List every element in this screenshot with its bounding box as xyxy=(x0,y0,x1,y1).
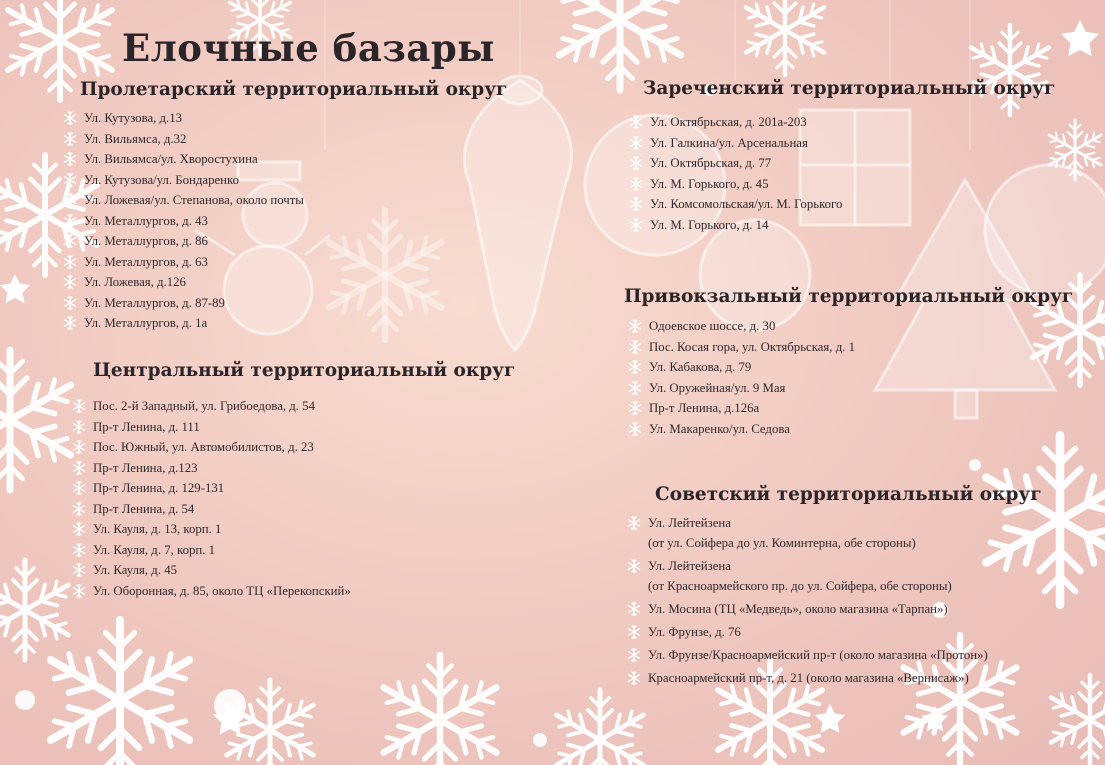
snowflake-icon xyxy=(627,380,643,396)
section-title: Советский территориальный округ xyxy=(655,484,1042,505)
address-item xyxy=(650,112,1055,133)
snowflake-icon xyxy=(627,400,643,416)
address-item xyxy=(648,668,1042,688)
address-text: Ул. Кауля, д. 7, корп. 1 xyxy=(93,542,216,557)
address-note: (от ул. Сойфера до ул. Коминтерна, обе стороны) xyxy=(648,536,916,550)
address-item xyxy=(649,398,1073,419)
section-privokzalny xyxy=(624,286,1073,439)
address-list xyxy=(649,316,1073,439)
address-text: Ул. Металлургов, д. 86 xyxy=(84,234,208,248)
address-text: Ул. Металлургов, д. 87-89 xyxy=(84,295,225,310)
snowflake-icon xyxy=(627,339,643,355)
address-item xyxy=(650,174,1055,195)
address-list xyxy=(84,108,507,334)
snowflake-icon xyxy=(71,562,87,578)
address-item xyxy=(84,108,507,129)
address-text: Ул. Макаренко/ул. Седова xyxy=(649,421,790,436)
address-item xyxy=(93,396,515,417)
snowflake-icon xyxy=(628,114,644,130)
address-text: Ул. М. Горького, д. 45 xyxy=(650,176,769,191)
address-item xyxy=(649,337,1073,358)
snowflake-icon xyxy=(71,398,87,414)
address-text: Ул. Кауля, д. 45 xyxy=(93,563,178,577)
address-item xyxy=(93,581,515,602)
snowflake-icon xyxy=(628,155,644,171)
address-item xyxy=(648,556,1042,596)
snowflake-icon xyxy=(626,647,642,663)
snowflake-icon xyxy=(71,583,87,599)
address-text: Ул. Кутузова/ул. Бондаренко xyxy=(84,172,239,187)
address-text: Ул. Вильямса, д.32 xyxy=(84,131,187,146)
address-text: Одоевское шоссе, д. 30 xyxy=(649,319,776,333)
address-list xyxy=(93,396,515,601)
address-item xyxy=(648,622,1042,642)
snowflake-icon xyxy=(627,421,643,437)
address-item xyxy=(93,560,515,581)
address-item xyxy=(649,419,1073,440)
snowflake-icon xyxy=(62,151,78,167)
address-text: Ул. Галкина/ул. Арсенальная xyxy=(650,135,808,150)
address-item xyxy=(93,478,515,499)
address-note: (от Красноармейского пр. до ул. Сойфера, обе стороны) xyxy=(648,579,952,593)
snowflake-icon xyxy=(626,670,642,686)
address-item xyxy=(648,599,1042,619)
address-item xyxy=(84,190,507,211)
snowflake-icon xyxy=(71,521,87,537)
address-text: Ул. Металлургов, д. 63 xyxy=(84,254,208,269)
snowflake-icon xyxy=(62,274,78,290)
address-item xyxy=(84,211,507,232)
address-text: Ул. Ложевая/ул. Степанова, около почты xyxy=(84,193,304,207)
address-item xyxy=(649,316,1073,337)
address-item xyxy=(93,458,515,479)
snowflake-icon xyxy=(626,601,642,617)
snowflake-icon xyxy=(628,196,644,212)
address-text: Ул. Ложевая, д.126 xyxy=(84,275,186,289)
address-item xyxy=(84,252,507,273)
snowflake-icon xyxy=(628,135,644,151)
address-item xyxy=(649,357,1073,378)
snowflake-icon xyxy=(626,558,642,574)
snowflake-icon xyxy=(62,213,78,229)
address-text: Ул. Фрунзе/Красноармейский пр-т (около магазина «Протон») xyxy=(648,648,988,662)
address-item xyxy=(84,231,507,252)
snowflake-icon xyxy=(62,254,78,270)
address-text: Ул. Лейтейзена xyxy=(648,559,731,573)
snowflake-icon xyxy=(71,419,87,435)
address-item xyxy=(84,313,507,334)
snowflake-icon xyxy=(62,172,78,188)
address-item xyxy=(84,170,507,191)
address-text: Ул. Оборонная, д. 85, около ТЦ «Перекопский» xyxy=(93,583,351,598)
address-text: Ул. Мосина (ТЦ «Медведь», около магазина «Тарпан») xyxy=(648,602,948,616)
address-text: Ул. Кауля, д. 13, корп. 1 xyxy=(93,522,222,536)
snowflake-icon xyxy=(71,501,87,517)
address-text: Ул. Вильямса/ул. Хворостухина xyxy=(84,152,258,166)
snowflake-icon xyxy=(62,192,78,208)
snowflake-icon xyxy=(626,515,642,531)
address-text: Ул. Комсомольская/ул. М. Горького xyxy=(650,197,843,211)
snowflake-icon xyxy=(62,131,78,147)
page-title: Елочные базары xyxy=(122,26,495,70)
address-text: Красноармейский пр-т, д. 21 (около магазина «Вернисаж») xyxy=(648,671,969,685)
address-text: Ул. Кабакова, д. 79 xyxy=(649,360,752,374)
snowflake-icon xyxy=(627,359,643,375)
section-proletarsky xyxy=(80,79,507,334)
snowflake-icon xyxy=(628,176,644,192)
address-item xyxy=(84,293,507,314)
section-title: Пролетарский территориальный округ xyxy=(80,79,508,100)
address-item xyxy=(648,645,1042,665)
section-title: Центральный территориальный округ xyxy=(93,360,516,381)
address-text: Пр-т Ленина, д.123 xyxy=(93,460,198,475)
address-text: Ул. М. Горького, д. 14 xyxy=(650,217,769,232)
address-item xyxy=(93,519,515,540)
address-item xyxy=(84,272,507,293)
address-text: Ул. Фрунзе, д. 76 xyxy=(648,625,741,639)
address-item xyxy=(650,133,1055,154)
address-item xyxy=(648,513,1042,553)
address-list xyxy=(650,112,1055,235)
snowflake-icon xyxy=(71,439,87,455)
snowflake-icon xyxy=(62,295,78,311)
address-text: Ул. Октябрьская, д. 77 xyxy=(650,156,772,170)
address-text: Пр-т Ленина, д. 54 xyxy=(93,501,195,516)
address-text: Пос. Косая гора, ул. Октябрьская, д. 1 xyxy=(649,339,855,354)
address-text: Ул. Кутузова, д.13 xyxy=(84,111,183,125)
address-text: Ул. Металлургов, д. 43 xyxy=(84,213,208,228)
address-item xyxy=(650,153,1055,174)
address-item xyxy=(84,149,507,170)
address-text: Пр-т Ленина, д. 129-131 xyxy=(93,481,225,495)
snowflake-icon xyxy=(627,318,643,334)
address-item xyxy=(93,417,515,438)
section-centralny xyxy=(93,360,515,601)
address-list xyxy=(648,513,1042,688)
snowflake-icon xyxy=(626,624,642,640)
snowflake-icon xyxy=(62,315,78,331)
section-title: Зареченский территориальный округ xyxy=(643,78,1056,99)
snowflake-icon xyxy=(71,460,87,476)
address-text: Пос. Южный, ул. Автомобилистов, д. 23 xyxy=(93,440,314,454)
address-item xyxy=(84,129,507,150)
section-sovetsky xyxy=(648,484,1042,691)
address-item xyxy=(650,215,1055,236)
address-text: Ул. Лейтейзена xyxy=(648,516,731,530)
snowflake-icon xyxy=(62,110,78,126)
snowflake-icon xyxy=(71,480,87,496)
address-text: Пр-т Ленина, д. 111 xyxy=(93,419,200,434)
address-item xyxy=(93,540,515,561)
snowflake-icon xyxy=(71,542,87,558)
section-zarechensky xyxy=(643,78,1055,235)
snowflake-icon xyxy=(62,233,78,249)
address-item xyxy=(93,437,515,458)
address-item xyxy=(650,194,1055,215)
address-text: Ул. Металлургов, д. 1а xyxy=(84,316,208,330)
address-text: Ул. Оружейная/ул. 9 Мая xyxy=(649,380,786,395)
address-text: Пос. 2-й Западный, ул. Грибоедова, д. 54 xyxy=(93,399,316,413)
address-text: Пр-т Ленина, д.126а xyxy=(649,401,760,415)
address-item xyxy=(93,499,515,520)
address-item xyxy=(649,378,1073,399)
snowflake-icon xyxy=(628,217,644,233)
section-title: Привокзальный территориальный округ xyxy=(624,286,1074,307)
address-text: Ул. Октябрьская, д. 201а-203 xyxy=(650,115,807,129)
